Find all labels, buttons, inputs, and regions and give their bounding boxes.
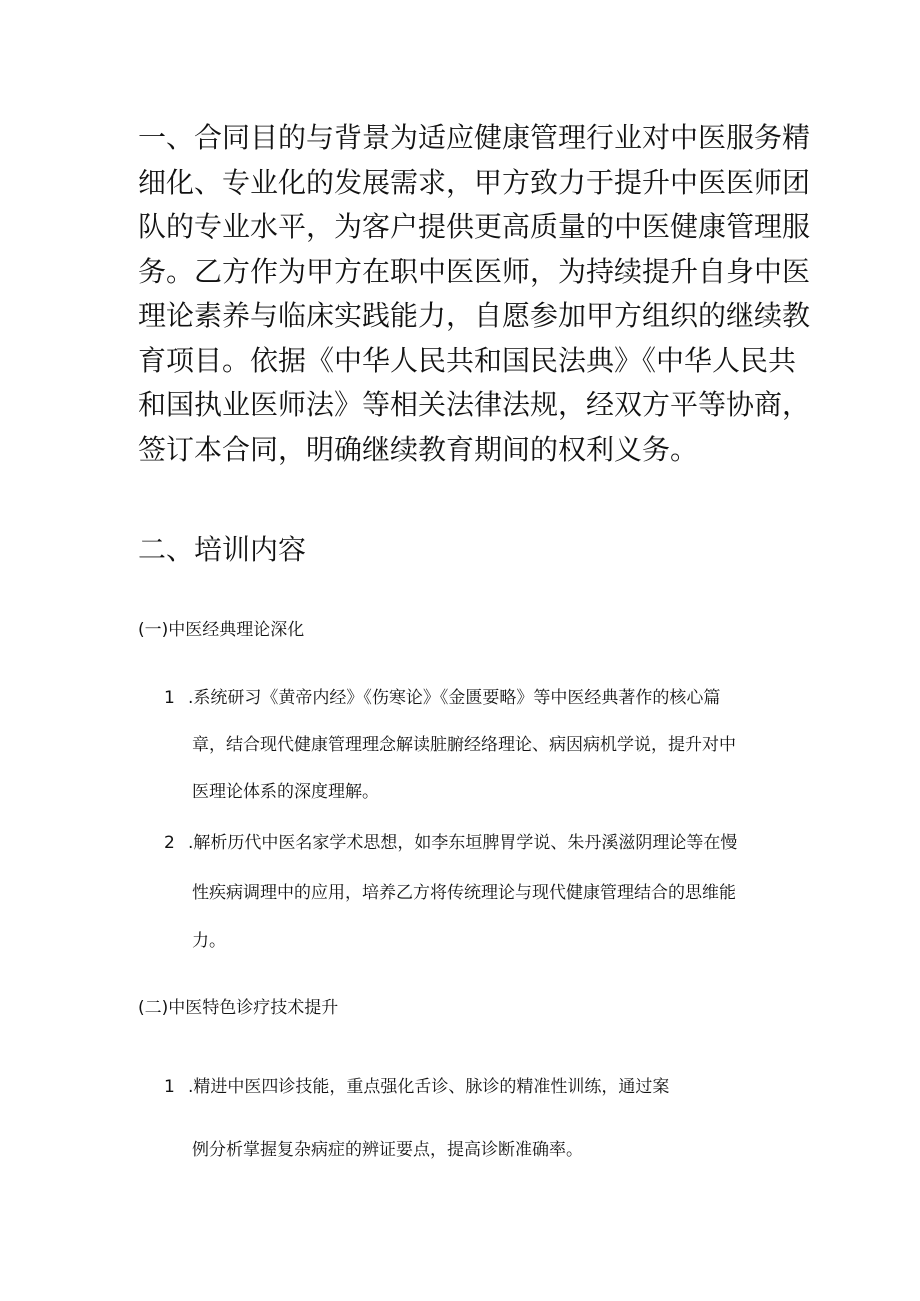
contract-purpose-paragraph bbox=[138, 116, 811, 472]
item-line: .精进中医四诊技能，重点强化舌诊、脉诊的精准性训练，通过案 bbox=[188, 1077, 670, 1097]
item-number: 1 bbox=[164, 688, 175, 708]
item-line: 章，结合现代健康管理理念解读脏腑经络理论、病因病机学说，提升对中 bbox=[192, 735, 736, 755]
paragraph-line: 和国执业医师法》等相关法律法规，经双方平等协商， bbox=[138, 388, 811, 421]
item-line: .解析历代中医名家学术思想，如李东垣脾胃学说、朱丹溪滋阴理论等在慢 bbox=[188, 833, 738, 853]
paragraph-line: 签订本合同，明确继续教育期间的权利义务。 bbox=[138, 432, 699, 466]
paragraph-line: 队的专业水平，为客户提供更高质量的中医健康管理服 bbox=[138, 210, 811, 243]
item-line: .系统研习《黄帝内经》《伤寒论》《金匮要略》等中医经典著作的核心篇 bbox=[188, 688, 721, 708]
paragraph-line: 细化、专业化的发展需求，甲方致力于提升中医医师团 bbox=[138, 165, 811, 199]
subsection-title-classic-theory: (一)中医经典理论深化 bbox=[138, 620, 305, 640]
paragraph-line: 育项目。依据《中华人民共和国民法典》《中华人民共 bbox=[138, 343, 797, 377]
item-number: 2 bbox=[164, 833, 175, 853]
item-line: 性疾病调理中的应用，培养乙方将传统理论与现代健康管理结合的思维能 bbox=[192, 883, 736, 903]
section-title-training-content: 二、培训内容 bbox=[138, 533, 307, 566]
item-line: 例分析掌握复杂病症的辨证要点，提高诊断准确率。 bbox=[192, 1140, 583, 1160]
item-line: 力。 bbox=[192, 931, 226, 951]
item-line: 医理论体系的深度理解。 bbox=[192, 782, 379, 802]
paragraph-line: 一、合同目的与背景为适应健康管理行业对中医服务精 bbox=[138, 121, 811, 154]
paragraph-line: 理论素养与临床实践能力，自愿参加甲方组织的继续教 bbox=[138, 299, 811, 332]
item-number: 1 bbox=[164, 1077, 175, 1097]
paragraph-line: 务。乙方作为甲方在职中医医师，为持续提升自身中医 bbox=[138, 254, 811, 288]
subsection-title-diagnosis-techniques: (二)中医特色诊疗技术提升 bbox=[138, 998, 339, 1018]
